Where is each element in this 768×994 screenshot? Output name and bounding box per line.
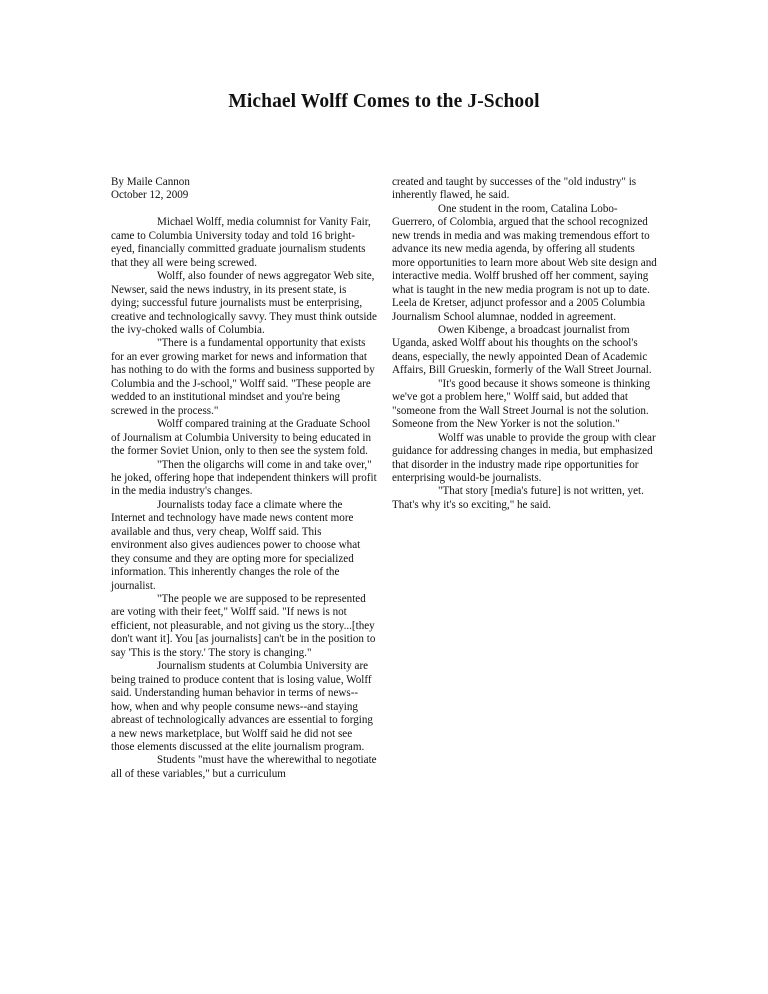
paragraph: "It's good because it shows someone is thinking we've got a problem here," Wolff said, but added that "someone from the Wall Street Journal is not the solution. Someone from the New Yorker is not the solution." <box>392 377 651 431</box>
paragraph: "That story [media's future] is not written, yet. That's why it's so exciting," he said. <box>392 485 644 511</box>
right-column <box>392 176 658 512</box>
paragraph: Michael Wolff, media columnist for Vanity Fair, came to Columbia University today and told 16 bright-eyed, financially committed graduate journalism students that they all were being screwed. <box>111 216 371 269</box>
paragraph: "The people we are supposed to be represented are voting with their feet," Wolff said. "If news is not efficient, not pleasurable, and not giving us the story...[they don't want it]. You [as journalists] can't be in the position to say 'This is the story.' The story is changing." <box>111 593 376 659</box>
paragraph: Wolff, also founder of news aggregator Web site, Newser, said the news industry, in its present state, is dying; successful future journalists must be enterprising, creative and technologically savvy. They must think outside the ivy-choked walls of Columbia. <box>111 270 377 336</box>
paragraph: Owen Kibenge, a broadcast journalist from Uganda, asked Wolff about his thoughts on the school's deans, especially, the newly appointed Dean of Academic Affairs, Bill Grueskin, formerly of the Wall Street Journal. <box>392 323 652 377</box>
paragraph: One student in the room, Catalina Lobo-Guerrero, of Colombia, argued that the school recognized new trends in media and was making tremendous effort to advance its new media agenda, by offering all students more opportunities to learn more about Web site design and interactive media. Wolff brushed off her comment, saying what is taught in the new media program is not up to date. Leela de Kretser, adjunct professor and a 2005 Columbia Journalism School alumnae, nodded in agreement. <box>392 202 657 323</box>
article-date: October 12, 2009 <box>111 189 189 202</box>
paragraph: Students "must have the wherewithal to negotiate all of these variables," but a curriculum <box>111 754 377 780</box>
paragraph: Wolff compared training at the Graduate School of Journalism at Columbia University to being educated in the former Soviet Union, only to then see the system fold. <box>111 418 372 458</box>
byline: By Maile Cannon <box>111 176 190 188</box>
paragraph: "There is a fundamental opportunity that exists for an ever growing market for news and information that has nothing to do with the forms and business supported by Columbia and the J-school," Wolff said. "These people are wedded to an institutional mindset and you're being screwed in the process." <box>111 337 375 417</box>
paragraph-continuation: created and taught by successes of the "old industry" is inherently flawed, he said. <box>392 176 637 202</box>
paragraph: Wolff was unable to provide the group with clear guidance for addressing changes in media, but emphasized that disorder in the industry made ripe opportunities for enterprising would-be journalists. <box>392 431 656 484</box>
paragraph: Journalism students at Columbia University are being trained to produce content that is losing value, Wolff said. Understanding human behavior in terms of news--how, when and why people consume news--and staying abreast of technologically advances are essential to forging a new news marketplace, but Wolff said he did not see those elements discussed at the elite journalism program. <box>111 660 373 754</box>
left-column <box>111 176 377 781</box>
paragraph: "Then the oligarchs will come in and take over," he joked, offering hope that independent thinkers will profit in the media industry's changes. <box>111 458 377 498</box>
article-title: Michael Wolff Comes to the J-School <box>228 91 540 112</box>
paragraph: Journalists today face a climate where the Internet and technology have made news content more available and thus, very cheap, Wolff said. This environment also gives audiences power to choose what they consume and they are opting more for specialized information. This inherently changes the role of the journalist. <box>111 498 361 592</box>
